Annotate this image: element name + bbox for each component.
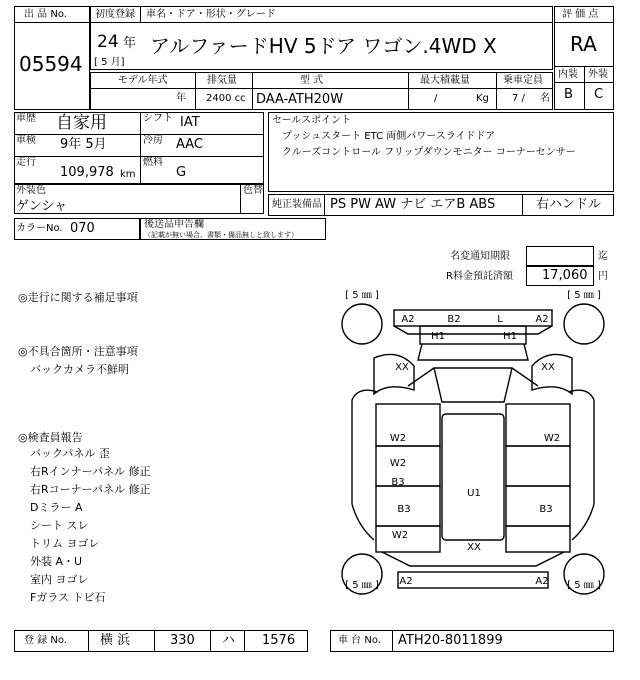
mark-a2-bottom-right: A2 bbox=[535, 576, 549, 587]
inspection: 9年 5月 bbox=[60, 137, 107, 152]
chassis-number: ATH20-8011899 bbox=[398, 633, 503, 648]
interior-label: 内装 bbox=[558, 69, 578, 80]
fuel-label: 燃料 bbox=[143, 157, 163, 168]
handle-position: 右ハンドル bbox=[536, 197, 602, 212]
shift: IAT bbox=[180, 115, 200, 130]
mileage-label: 走行 bbox=[16, 157, 36, 168]
aftermarket-note: （記載が無い場合、書類・備品無しと致します） bbox=[144, 231, 298, 239]
mark-a2-top-right: A2 bbox=[535, 314, 549, 325]
defects-title: ◎不具合箇所・注意事項 bbox=[18, 345, 138, 358]
reg-year: 24 bbox=[97, 32, 119, 52]
inspector-item: Fガラス トビ石 bbox=[30, 591, 106, 604]
capacity: 7 / bbox=[512, 93, 525, 104]
reg-number: 1576 bbox=[262, 633, 296, 648]
tire-label-rear-right: [ 5 ㎜ ] bbox=[567, 580, 601, 591]
reg-year-unit: 年 bbox=[123, 36, 137, 51]
color-no: 070 bbox=[70, 221, 95, 236]
capacity-unit: 名 bbox=[540, 93, 550, 104]
mark-xx-right: XX bbox=[541, 362, 555, 373]
lot-number: 05594 bbox=[19, 52, 83, 76]
defect-item: バックカメラ不鮮明 bbox=[30, 363, 129, 376]
reg-month: [ 5 月] bbox=[94, 57, 125, 68]
displacement: 2400 cc bbox=[206, 93, 246, 104]
exterior-label: 外装 bbox=[588, 69, 608, 80]
model-label: 型 式 bbox=[300, 75, 324, 86]
chassis-label: 車 台 No. bbox=[338, 635, 381, 646]
lot-label: 出 品 No. bbox=[24, 9, 67, 20]
mark-w2-left-door: W2 bbox=[389, 433, 407, 444]
mark-b2-top: B2 bbox=[447, 314, 461, 325]
inspector-title: ◎検査員報告 bbox=[18, 431, 83, 444]
inspector-item: 右Rインナーパネル 修正 bbox=[30, 465, 151, 478]
standard-equipment: PS PW AW ナビ エアB ABS bbox=[330, 197, 496, 212]
sales-label: セールスポイント bbox=[272, 115, 352, 126]
name-change-unit: 迄 bbox=[598, 251, 608, 262]
history: 自家用 bbox=[56, 113, 107, 133]
tire-front-right bbox=[564, 304, 604, 344]
mark-b3-left-rear: B3 bbox=[397, 504, 411, 515]
mileage-unit: km bbox=[120, 169, 136, 180]
inspection-label: 車検 bbox=[16, 135, 36, 146]
recycle-label: R料金預託済額 bbox=[446, 271, 513, 282]
color-code-label: 色替 bbox=[243, 185, 263, 196]
driving-notes-title: ◎走行に関する補足事項 bbox=[18, 291, 138, 304]
capacity-label: 乗車定員 bbox=[503, 75, 543, 86]
mark-w2-left-rear: W2 bbox=[391, 530, 409, 541]
mark-a2-top-left: A2 bbox=[401, 314, 415, 325]
inspector-item: Dミラー A bbox=[30, 501, 83, 514]
inspector-item: 右Rコーナーパネル 修正 bbox=[30, 483, 151, 496]
max-load-unit: Kg bbox=[476, 93, 489, 104]
color: ゲンシャ bbox=[16, 199, 68, 214]
mark-h1-left: H1 bbox=[431, 331, 445, 342]
car-name: アルファードHV 5ドア ワゴン.4WD X bbox=[150, 34, 497, 58]
inspector-item: 外装 A・U bbox=[30, 555, 83, 568]
fuel: G bbox=[176, 165, 187, 180]
mark-xx-left: XX bbox=[395, 362, 409, 373]
mark-w2-right-door: W2 bbox=[543, 433, 561, 444]
max-load-slash: / bbox=[434, 93, 438, 104]
reg-label: 登 録 No. bbox=[24, 635, 67, 646]
inspector-item: シート スレ bbox=[30, 519, 89, 532]
car-name-label: 車名・ドア・形状・グレード bbox=[146, 9, 276, 20]
mark-a2-bottom-left: A2 bbox=[399, 576, 413, 587]
standard-label: 純正装備品 bbox=[272, 199, 322, 210]
displacement-label: 排気量 bbox=[207, 75, 237, 86]
ac-label: 冷房 bbox=[143, 135, 163, 146]
overall-grade: RA bbox=[570, 32, 597, 56]
tire-front-left bbox=[342, 304, 382, 344]
grade-label: 評 価 点 bbox=[562, 9, 599, 20]
color-no-label: カラーNo. bbox=[16, 223, 63, 234]
mark-u1-roof: U1 bbox=[467, 488, 481, 499]
reg-class: 330 bbox=[170, 633, 195, 648]
details-box bbox=[14, 112, 264, 184]
recycle-unit: 円 bbox=[598, 271, 608, 282]
first-reg-label: 初度登録 bbox=[95, 9, 135, 20]
mark-b3-right-rear: B3 bbox=[539, 504, 553, 515]
recycle-value: 17,060 bbox=[542, 268, 588, 283]
name-change-label: 名変通知期限 bbox=[450, 251, 510, 262]
model-year-unit: 年 bbox=[176, 93, 186, 104]
aftermarket-label: 後送品申告欄 bbox=[144, 219, 204, 230]
tire-label-front-right: [ 5 ㎜ ] bbox=[567, 290, 601, 301]
tire-label-rear-left: [ 5 ㎜ ] bbox=[345, 580, 379, 591]
mark-xx-rear: XX bbox=[467, 542, 481, 553]
reg-kana: ハ bbox=[222, 633, 236, 648]
max-load-label: 最大積載量 bbox=[420, 75, 470, 86]
inspector-item: バックパネル 歪 bbox=[30, 447, 110, 460]
mark-l-top: L bbox=[497, 314, 503, 325]
model-code: DAA-ATH20W bbox=[256, 92, 344, 107]
sales-line1: プッシュスタート ETC 両側パワースライドドア bbox=[282, 131, 496, 142]
ac: AAC bbox=[176, 137, 203, 152]
mileage: 109,978 bbox=[60, 165, 114, 180]
tire-label-front-left: [ 5 ㎜ ] bbox=[345, 290, 379, 301]
inspector-item: 室内 ヨゴレ bbox=[30, 573, 89, 586]
name-change-value bbox=[526, 246, 594, 266]
inspector-item: トリム ヨゴレ bbox=[30, 537, 100, 550]
mark-b3-left-mid: B3 bbox=[391, 477, 405, 488]
interior-grade: B bbox=[564, 87, 573, 102]
exterior-grade: C bbox=[594, 87, 604, 102]
sales-line2: クルーズコントロール フリップダウンモニター コーナーセンサー bbox=[282, 147, 576, 158]
color-label: 外装色 bbox=[16, 185, 46, 196]
mark-w2-left-mid: W2 bbox=[389, 458, 407, 469]
damage-diagram bbox=[338, 290, 608, 608]
history-label: 車歴 bbox=[16, 113, 36, 124]
mark-h1-right: H1 bbox=[503, 331, 517, 342]
reg-region: 横 浜 bbox=[100, 633, 131, 648]
shift-label: シフト bbox=[143, 113, 173, 124]
model-year-label: モデル年式 bbox=[118, 75, 168, 86]
